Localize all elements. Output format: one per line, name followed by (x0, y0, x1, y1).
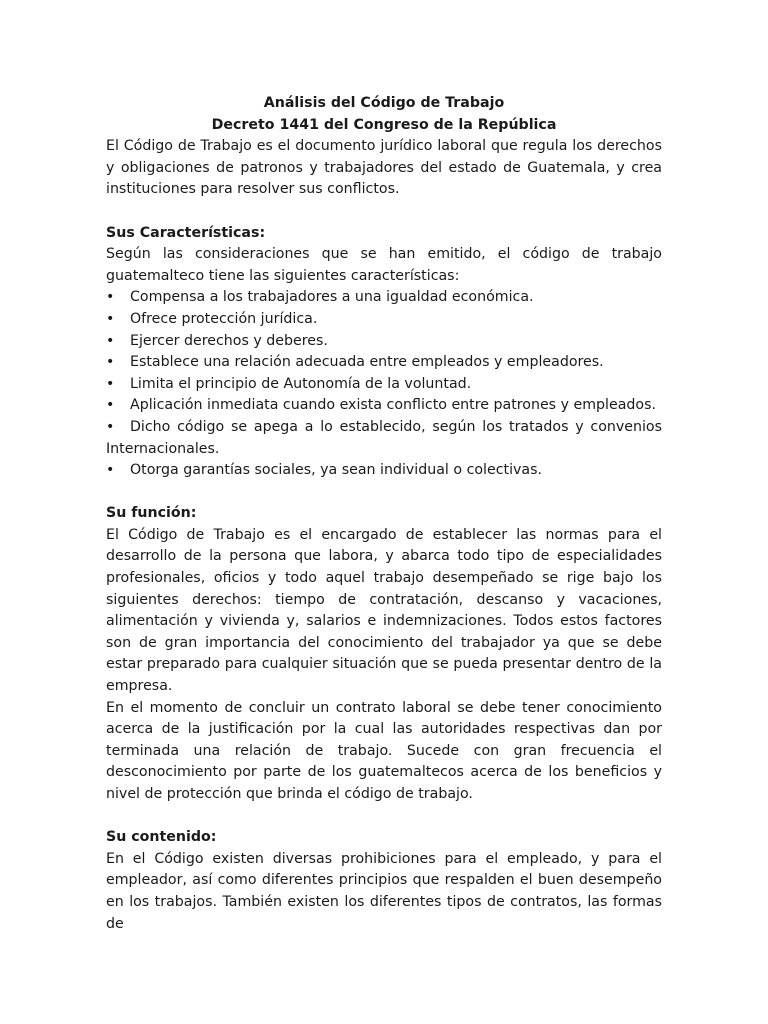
bullet-icon: • (106, 332, 115, 349)
list-item (106, 417, 662, 460)
bullet-icon: • (106, 418, 115, 435)
bullet-icon: • (106, 397, 115, 414)
list-item-text: Ejercer derechos y deberes. (130, 332, 328, 349)
intro-paragraph: El Código de Trabajo es el documento jurídico laboral que regula los derechos y obligaciones de patronos y trabajadores del estado de Guatemala, y crea instituciones para resolver sus conflictos. (106, 138, 662, 198)
bullet-icon: • (106, 375, 115, 392)
list-item (106, 331, 662, 353)
characteristics-list (106, 287, 662, 481)
list-item-text: Ofrece protección jurídica. (130, 310, 318, 327)
bullet-icon: • (106, 310, 115, 327)
list-item (106, 309, 662, 331)
list-item (106, 287, 662, 309)
list-item (106, 395, 662, 417)
function-paragraph-1: El Código de Trabajo es el encargado de establecer las normas para el desarrollo de la persona que labora, y abarca todo tipo de especialidades profesionales, oficios y todo aquel trabajo desempeñado se rige bajo los siguientes derechos: tiempo de contratación, descanso y vacaciones, alimentación y vivienda y, salarios e indemnizaciones. Todos estos factores son de gran importancia del conocimiento del trabajador ya que se debe estar preparado para cualquier situación que se pueda presentar dentro de la empresa. (106, 526, 662, 695)
list-item-text: Otorga garantías sociales, ya sean individual o colectivas. (130, 462, 543, 479)
bullet-icon: • (106, 289, 115, 306)
content-heading: Su contenido: (106, 829, 217, 846)
characteristics-intro: Según las consideraciones que se han emitido, el código de trabajo guatemalteco tiene las siguientes características: (106, 246, 662, 284)
content-paragraph-1: En el Código existen diversas prohibiciones para el empleado, y para el empleador, así como diferentes principios que respalden el buen desempeño en los trabajos. También existen los diferentes tipos de contratos, las formas de (106, 850, 662, 932)
list-item-text: Dicho código se apega a lo establecido, según los tratados y convenios Internacionales. (106, 418, 662, 457)
list-item-text: Limita el principio de Autonomía de la voluntad. (130, 375, 472, 392)
document-title: Análisis del Código de Trabajo (263, 95, 505, 111)
list-item (106, 374, 662, 396)
list-item-text: Compensa a los trabajadores a una igualdad económica. (130, 289, 534, 306)
document-subtitle: Decreto 1441 del Congreso de la República (211, 116, 557, 133)
document-page (106, 93, 662, 935)
function-heading: Su función: (106, 505, 197, 522)
characteristics-heading: Sus Características: (106, 224, 266, 241)
list-item-text: Aplicación inmediata cuando exista conflicto entre patrones y empleados. (130, 397, 656, 414)
list-item-text: Establece una relación adecuada entre empleados y empleadores. (130, 354, 604, 371)
bullet-icon: • (106, 354, 115, 371)
list-item (106, 352, 662, 374)
list-item (106, 460, 662, 482)
bullet-icon: • (106, 462, 115, 479)
function-paragraph-2: En el momento de concluir un contrato laboral se debe tener conocimiento acerca de la justificación por la cual las autoridades respectivas dan por terminada una relación de trabajo. Sucede con gran frecuencia el desconocimiento por parte de los guatemaltecos acerca de los beneficios y nivel de protección que brinda el código de trabajo. (106, 699, 662, 802)
